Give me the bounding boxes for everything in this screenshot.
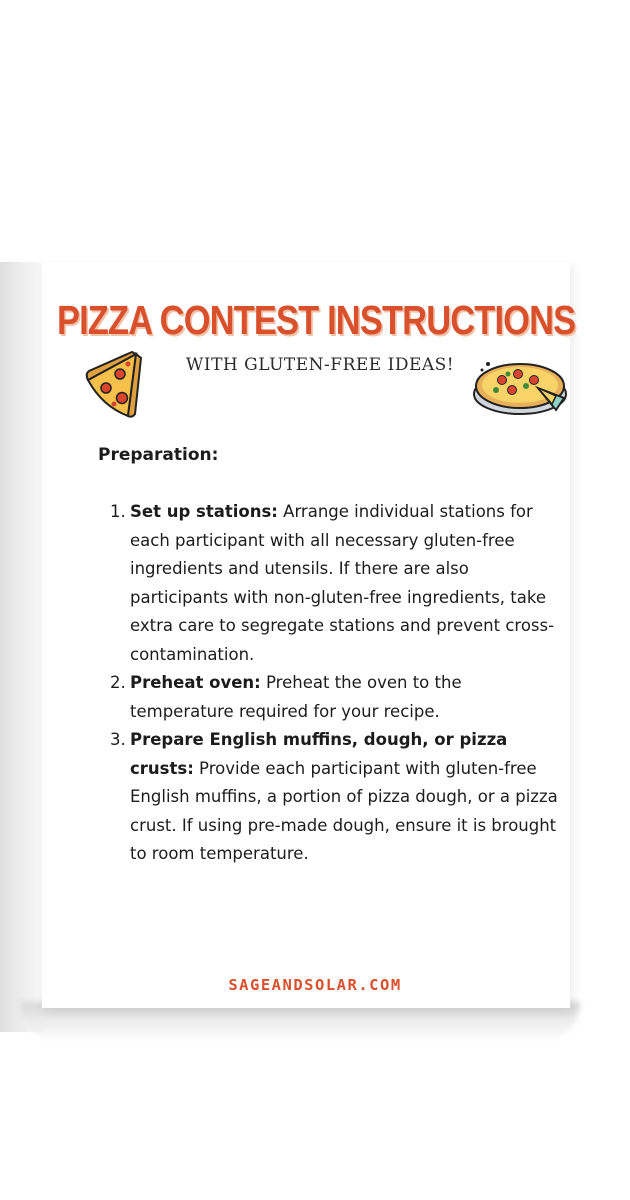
list-item (110, 726, 565, 869)
page-shadow-left (0, 262, 44, 1032)
section-heading: Preparation: (98, 445, 219, 465)
steps-list (110, 498, 565, 869)
page-subtitle: WITH GLUTEN-FREE IDEAS! (185, 355, 455, 375)
list-item (110, 669, 565, 726)
whole-pizza-icon (468, 352, 578, 418)
step-text: Preheat the oven to the temperature required for your recipe. (130, 673, 462, 721)
step-title: Set up stations: (130, 502, 278, 521)
page-title: PIZZA CONTEST INSTRUCTIONS (56, 297, 576, 343)
step-text: Provide each participant with gluten-free English muffins, a portion of pizza dough, or a pizza crust. If using pre-made dough, ensure it is brought to room temperature. (130, 758, 558, 863)
step-number: 2. (110, 673, 126, 692)
footer-site-name: SAGEANDSOLAR.COM (228, 976, 402, 994)
step-number: 3. (110, 730, 126, 749)
step-title: Preheat oven: (130, 673, 261, 692)
step-text: Arrange individual stations for each participant with all necessary gluten-free ingredients and utensils. If there are also participants with non-gluten-free ingredients, take extra care to segregate stations and prevent cross-contamination. (130, 502, 555, 664)
page-shadow-bottom (20, 1002, 580, 1042)
list-item (110, 498, 565, 669)
pizza-slice-icon (82, 350, 148, 420)
step-number: 1. (110, 502, 126, 521)
step-title: Prepare English muffins, dough, or pizza crusts: (130, 730, 508, 778)
